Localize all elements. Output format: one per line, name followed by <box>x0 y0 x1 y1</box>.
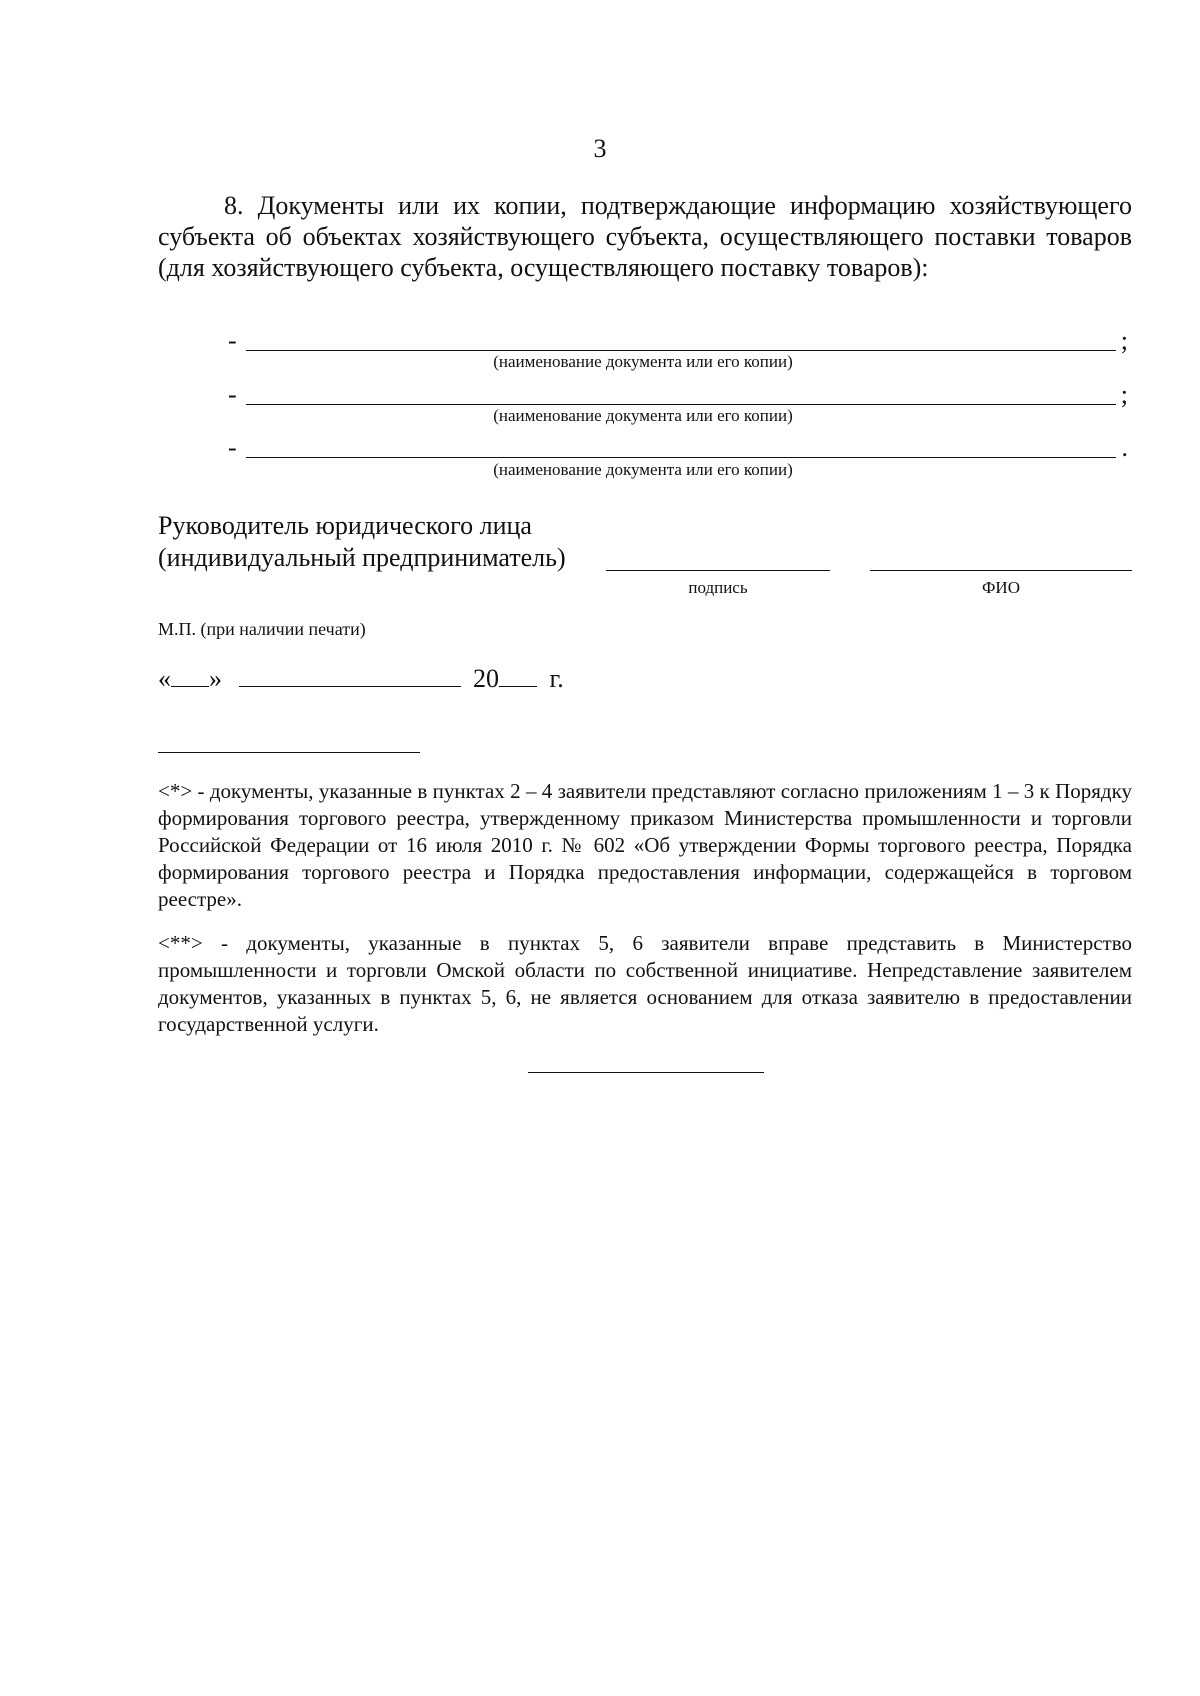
day-field[interactable] <box>171 664 209 687</box>
list-dash: - <box>228 380 237 409</box>
list-dash: - <box>228 326 237 355</box>
date-row <box>158 664 564 694</box>
year-field[interactable] <box>499 664 537 687</box>
page-number: 3 <box>593 134 607 163</box>
fill-in-rule <box>246 404 1116 405</box>
section-8-paragraph: 8. Документы или их копии, подтверждающие информацию хозяйствующего субъекта об объектах хозяйствующего субъекта, осуществляющего поставки товаров (для хозяйствующего субъекта, осуществляющего поставку товаров): <box>158 191 1132 282</box>
signature-field[interactable] <box>606 570 830 571</box>
stamp-note: М.П. (при наличии печати) <box>158 619 366 639</box>
close-quote: » <box>209 664 222 693</box>
open-quote: « <box>158 664 171 693</box>
full-name-field[interactable] <box>870 570 1132 571</box>
head-title-line-2: (индивидуальный предприниматель) <box>158 543 566 572</box>
line-end-mark: ; <box>1120 380 1128 409</box>
fill-in-rule <box>246 457 1116 458</box>
end-rule <box>528 1072 764 1073</box>
full-name-caption: ФИО <box>982 578 1020 597</box>
document-name-caption: (наименование документа или его копии) <box>493 406 793 425</box>
list-dash: - <box>228 433 237 462</box>
head-title-line-1: Руководитель юридического лица <box>158 511 532 540</box>
line-end-mark: ; <box>1120 326 1128 355</box>
footnote-2: <**> - документы, указанные в пунктах 5, 6 заявители вправе представить в Министерство промышленности и торговли Омской области по собственной инициативе. Непредставление заявителем документов, указанных в пунктах 5, 6, не является основанием для отказа заявителю в предоставлении государственной услуги. <box>158 931 1132 1036</box>
line-end-mark: . <box>1121 433 1128 462</box>
footnote-1: <*> - документы, указанные в пунктах 2 – 4 заявители представляют согласно приложениям 1 – 3 к Порядку формирования торгового реестра, утвержденному приказом Министерства промышленности и торговли Российской Федерации от 16 июля 2010 г. № 602 «Об утверждении Формы торгового реестра, Порядка формирования торгового реестра и Порядка предоставления информации, содержащейся в торговом реестре». <box>158 779 1132 911</box>
footnote-separator <box>158 752 420 753</box>
month-field[interactable] <box>239 664 461 687</box>
year-suffix: г. <box>549 664 564 693</box>
document-name-caption: (наименование документа или его копии) <box>493 352 793 371</box>
signature-caption: подпись <box>688 578 748 597</box>
year-prefix: 20 <box>473 664 499 693</box>
fill-in-rule <box>246 350 1116 351</box>
document-name-caption: (наименование документа или его копии) <box>493 460 793 479</box>
